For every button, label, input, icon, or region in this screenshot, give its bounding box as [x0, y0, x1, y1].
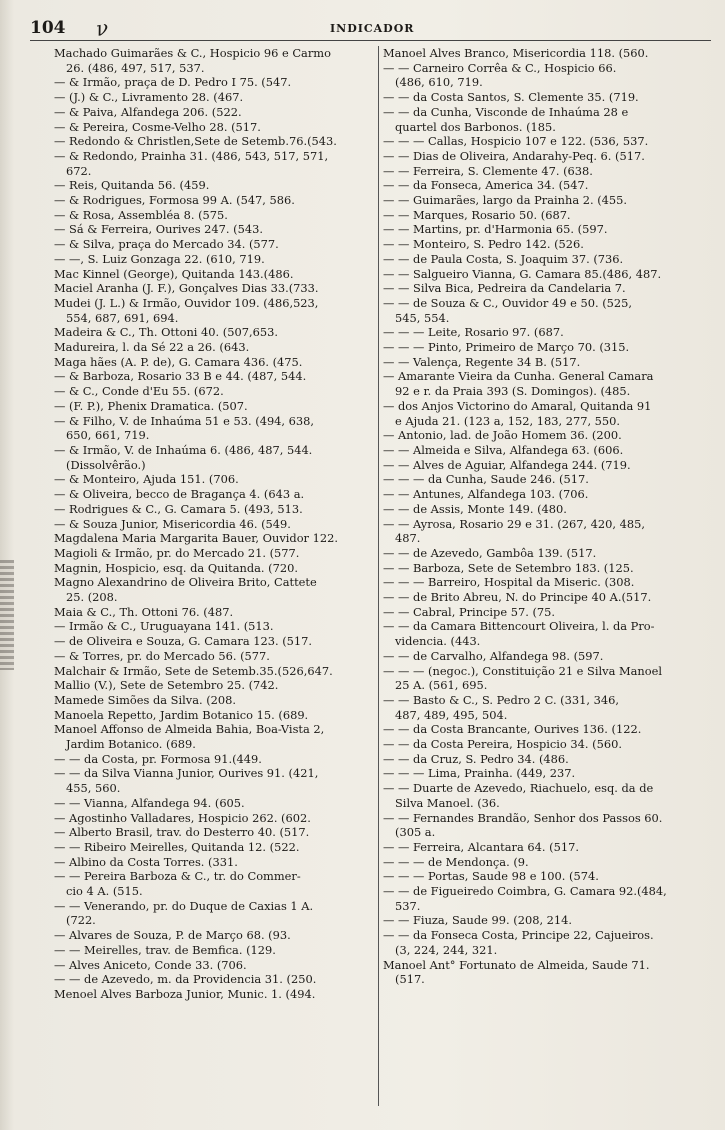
directory-entry-line: — & Rosa, Assembléa 8. (575. [54, 207, 228, 222]
directory-entry-line: — Redondo & Christlen,Sete de Setemb.76.(543. [54, 134, 337, 149]
page-edge-stain [0, 560, 14, 670]
directory-entry-line: 537. [395, 898, 421, 913]
left-column [54, 46, 374, 1002]
directory-entry-line: — — de Azevedo, m. da Providencia 31. (250. [54, 972, 317, 987]
directory-entry-line: Manoela Repetto, Jardim Botanico 15. (689. [54, 707, 309, 722]
directory-entry-line: — — Ferreira, S. Clemente 47. (638. [383, 163, 593, 178]
directory-entry-line: — — Meirelles, trav. de Bemfica. (129. [54, 942, 276, 957]
directory-entry-line: — & C., Conde d'Eu 55. (672. [54, 384, 224, 399]
directory-entry-line: (722. [66, 913, 96, 928]
directory-entry-line: — & Souza Junior, Misericordia 46. (549. [54, 516, 291, 531]
directory-entry-line: — — Antunes, Alfandega 103. (706. [383, 487, 589, 502]
directory-entry-line: 487. [395, 531, 421, 546]
directory-entry-line: — — — Callas, Hospicio 107 e 122. (536, 537. [383, 134, 649, 149]
directory-entry-line: — — — de Mendonça. (9. [383, 854, 529, 869]
directory-entry-line: — — de Souza & C., Ouvidor 49 e 50. (525, [383, 295, 633, 310]
directory-entry-line: — — Guimarães, largo da Prainha 2. (455. [383, 193, 628, 208]
directory-entry-line: — Irmão & C., Uruguayana 141. (513. [54, 619, 274, 634]
directory-entry-line: Magioli & Irmão, pr. do Mercado 21. (577. [54, 545, 300, 560]
directory-entry-line: — — de Paula Costa, S. Joaquim 37. (736. [383, 251, 624, 266]
directory-entry-line: — — — Pinto, Primeiro de Março 70. (315. [383, 340, 630, 355]
directory-entry-line: (305 a. [395, 825, 436, 840]
directory-entry-line: — — Marques, Rosario 50. (687. [383, 207, 571, 222]
directory-entry-line: Maga hães (A. P. de), G. Camara 436. (475. [54, 354, 303, 369]
directory-entry-line: — de Oliveira e Souza, G. Camara 123. (517. [54, 634, 313, 649]
directory-entry-line: — — de Assis, Monte 149. (480. [383, 501, 567, 516]
directory-entry-line: — Alberto Brasil, trav. do Desterro 40. (517. [54, 825, 310, 840]
directory-entry-line: — — Carneiro Corrêa & C., Hospicio 66. [383, 60, 617, 75]
directory-entry-line: — — da Costa Santos, S. Clemente 35. (719. [383, 90, 639, 105]
directory-entry-line: — & Redondo, Prainha 31. (486, 543, 517, 571, [54, 148, 329, 163]
directory-entry-line: — & Pereira, Cosme-Velho 28. (517. [54, 119, 261, 134]
directory-entry-line: — Alvares de Souza, P. de Março 68. (93. [54, 928, 291, 943]
directory-entry-line: — & Torres, pr. do Mercado 56. (577. [54, 648, 270, 663]
directory-entry-line: — — da Fonseca Costa, Principe 22, Cajueiros. [383, 928, 654, 943]
directory-entry-line: — — da Fonseca, America 34. (547. [383, 178, 589, 193]
page-number: 104 [30, 18, 66, 38]
directory-entry-line: — — — Lima, Prainha. (449, 237. [383, 766, 576, 781]
directory-entry-line: Maia & C., Th. Ottoni 76. (487. [54, 604, 234, 619]
directory-entry-line: Menoel Alves Barboza Junior, Munic. 1. (494. [54, 987, 316, 1001]
directory-entry-line: — Antonio, lad. de João Homem 36. (200. [383, 428, 622, 443]
directory-entry-line: — — de Figueiredo Coimbra, G. Camara 92.(484, [383, 884, 667, 899]
directory-entry-line: (486, 610, 719. [395, 75, 483, 90]
directory-entry-line: — dos Anjos Victorino do Amaral, Quitanda 91 [383, 398, 652, 413]
directory-entry-line: — & Irmão, V. de Inhaúma 6. (486, 487, 544. [54, 442, 313, 457]
directory-entry-line: — — Basto & C., S. Pedro 2 C. (331, 346, [383, 692, 619, 707]
directory-entry-line: — — Fernandes Brandão, Senhor dos Passos 60. [383, 810, 663, 825]
directory-entry-line: — — Alves de Aguiar, Alfandega 244. (719. [383, 457, 631, 472]
directory-entry-line: 25 A. (561, 695. [395, 678, 488, 693]
directory-entry-line: — & Rodrigues, Formosa 99 A. (547, 586. [54, 193, 295, 208]
directory-entry-line: Malchair & Irmão, Sete de Setemb.35.(526,647. [54, 663, 333, 678]
directory-entry-line: — — Duarte de Azevedo, Riachuelo, esq. da de [383, 781, 654, 796]
directory-entry-line: — — Valença, Regente 34 B. (517. [383, 354, 581, 369]
handwritten-margin-mark: ν [94, 15, 111, 41]
directory-entry-line: — (J.) & C., Livramento 28. (467. [54, 90, 244, 105]
directory-entry-line: — Amarante Vieira da Cunha. General Camara [383, 369, 654, 384]
directory-entry-line: 455, 560. [66, 781, 121, 796]
directory-entry-line: Mallio (V.), Sete de Setembro 25. (742. [54, 678, 279, 693]
directory-entry-line: — — da Costa Pereira, Hospicio 34. (560. [383, 737, 622, 752]
directory-entry-line: — & Paiva, Alfandega 206. (522. [54, 104, 242, 119]
directory-entry-line: 26. (486, 497, 517, 537. [66, 60, 205, 75]
directory-entry-line: Magno Alexandrino de Oliveira Brito, Cattete [54, 575, 317, 590]
directory-entry-line: Magdalena Maria Margarita Bauer, Ouvidor 122. [54, 531, 338, 546]
directory-entry-line: — & Monteiro, Ajuda 151. (706. [54, 472, 239, 487]
directory-entry-line: — & Irmão, praça de D. Pedro I 75. (547. [54, 75, 292, 90]
directory-entry-line: Manoel Ant° Fortunato de Almeida, Saude 71. [383, 957, 650, 972]
directory-entry-line: 25. (208. [66, 590, 118, 605]
directory-entry-line: Madureira, l. da Sé 22 a 26. (643. [54, 340, 250, 355]
directory-entry-line: — — Venerando, pr. do Duque de Caxias 1 A. [54, 898, 314, 913]
directory-entry-line: e Ajuda 21. (123 a, 152, 183, 277, 550. [395, 413, 621, 428]
directory-entry-line: Silva Manoel. (36. [395, 795, 500, 810]
running-title: INDICADOR [330, 22, 415, 35]
directory-entry-line: — — da Silva Vianna Junior, Ourives 91. (421, [54, 766, 319, 781]
directory-entry-line: — — — Leite, Rosario 97. (687. [383, 325, 564, 340]
directory-entry-line: (Dissolvêrão.) [66, 457, 146, 472]
directory-entry-line: — Sá & Ferreira, Ourives 247. (543. [54, 222, 263, 237]
directory-entry-line: — —, S. Luiz Gonzaga 22. (610, 719. [54, 251, 265, 266]
directory-entry-line: 650, 661, 719. [66, 428, 150, 443]
directory-entry-line: Jardim Botanico. (689. [66, 737, 196, 752]
directory-entry-line: — — Ferreira, Alcantara 64. (517. [383, 839, 579, 854]
directory-entry-line: — — Cabral, Principe 57. (75. [383, 604, 555, 619]
directory-entry-line: — — Fiuza, Saude 99. (208, 214. [383, 913, 573, 928]
directory-entry-line: — — da Camara Bittencourt Oliveira, l. da Pro- [383, 619, 655, 634]
directory-entry-line: — Agostinho Valladares, Hospicio 262. (602. [54, 810, 311, 825]
directory-entry-line: — & Oliveira, becco de Bragança 4. (643 a. [54, 487, 305, 502]
directory-entry-line: (517. [395, 972, 425, 987]
directory-entry-line: Maciel Aranha (J. F.), Gonçalves Dias 33.(733. [54, 281, 319, 296]
directory-entry-line: — — Barboza, Sete de Setembro 183. (125. [383, 560, 634, 575]
directory-entry-line: — — — da Cunha, Saude 246. (517. [383, 472, 589, 487]
directory-entry-line: — — Almeida e Silva, Alfandega 63. (606. [383, 442, 624, 457]
directory-entry-line: Mamede Simões da Silva. (208. [54, 692, 237, 707]
directory-entry-line: — — Vianna, Alfandega 94. (605. [54, 795, 245, 810]
directory-entry-line: — — Pereira Barboza & C., tr. do Commer- [54, 869, 301, 884]
directory-entry-line: — — de Brito Abreu, N. do Principe 40 A.(517. [383, 590, 652, 605]
directory-entry-line: — — Salgueiro Vianna, G. Camara 85.(486, 487. [383, 266, 662, 281]
directory-entry-line: — & Barboza, Rosario 33 B e 44. (487, 544. [54, 369, 307, 384]
directory-entry-line: — — de Carvalho, Alfandega 98. (597. [383, 648, 604, 663]
directory-entry-line: cio 4 A. (515. [66, 884, 143, 899]
directory-entry-line: Madeira & C., Th. Ottoni 40. (507,653. [54, 325, 278, 340]
directory-entry-line: — & Filho, V. de Inhaúma 51 e 53. (494, 638, [54, 413, 315, 428]
directory-entry-line: 92 e r. da Praia 393 (S. Domingos). (485. [395, 384, 631, 399]
directory-entry-line: Manoel Alves Branco, Misericordia 118. (560. [383, 46, 649, 60]
directory-entry-line: — Rodrigues & C., G. Camara 5. (493, 513. [54, 501, 303, 516]
directory-entry-line: — Alves Aniceto, Conde 33. (706. [54, 957, 247, 972]
directory-entry-line: — — da Costa, pr. Formosa 91.(449. [54, 751, 262, 766]
column-divider [378, 46, 379, 1106]
directory-entry-line: Mac Kinnel (George), Quitanda 143.(486. [54, 266, 294, 281]
directory-entry-line: 545, 554. [395, 310, 450, 325]
right-column [383, 46, 713, 987]
directory-entry-line: (3, 224, 244, 321. [395, 942, 498, 957]
directory-entry-line: — & Silva, praça do Mercado 34. (577. [54, 237, 279, 252]
directory-entry-line: — — da Cruz, S. Pedro 34. (486. [383, 751, 569, 766]
directory-entry-line: — — — Portas, Saude 98 e 100. (574. [383, 869, 599, 884]
directory-entry-line: — — da Costa Brancante, Ourives 136. (122. [383, 722, 642, 737]
directory-entry-line: — — Silva Bica, Pedreira da Candelaria 7. [383, 281, 626, 296]
directory-entry-line: Magnin, Hospicio, esq. da Quitanda. (720. [54, 560, 298, 575]
header-rule [30, 40, 711, 41]
directory-entry-line: — — da Cunha, Visconde de Inhaúma 28 e [383, 104, 629, 119]
directory-entry-line: — (F. P.), Phenix Dramatica. (507. [54, 398, 248, 413]
directory-entry-line: — — de Azevedo, Gambôa 139. (517. [383, 545, 597, 560]
directory-entry-line: — — — (negoc.), Constituição 21 e Silva Manoel [383, 663, 663, 678]
directory-entry-line: quartel dos Barbonos. (185. [395, 119, 556, 134]
directory-entry-line: videncia. (443. [395, 634, 481, 649]
directory-entry-line: Mudei (J. L.) & Irmão, Ouvidor 109. (486,523, [54, 295, 319, 310]
directory-entry-line: — — Martins, pr. d'Harmonia 65. (597. [383, 222, 608, 237]
directory-entry-line: — Albino da Costa Torres. (331. [54, 854, 238, 869]
directory-entry-line: Manoel Affonso de Almeida Bahia, Boa-Vista 2, [54, 722, 325, 737]
directory-entry-line: Machado Guimarães & C., Hospicio 96 e Carmo [54, 46, 331, 60]
directory-entry-line: — Reis, Quitanda 56. (459. [54, 178, 210, 193]
directory-entry-line: 487, 489, 495, 504. [395, 707, 508, 722]
directory-entry-line: 554, 687, 691, 694. [66, 310, 179, 325]
directory-entry-line: — — Ayrosa, Rosario 29 e 31. (267, 420, 485, [383, 516, 646, 531]
directory-entry-line: 672. [66, 163, 92, 178]
directory-entry-line: — — — Barreiro, Hospital da Miseric. (308. [383, 575, 635, 590]
directory-entry-line: — — Ribeiro Meirelles, Quitanda 12. (522. [54, 839, 300, 854]
directory-entry-line: — — Monteiro, S. Pedro 142. (526. [383, 237, 584, 252]
directory-entry-line: — — Dias de Oliveira, Andarahy-Peq. 6. (517. [383, 148, 645, 163]
